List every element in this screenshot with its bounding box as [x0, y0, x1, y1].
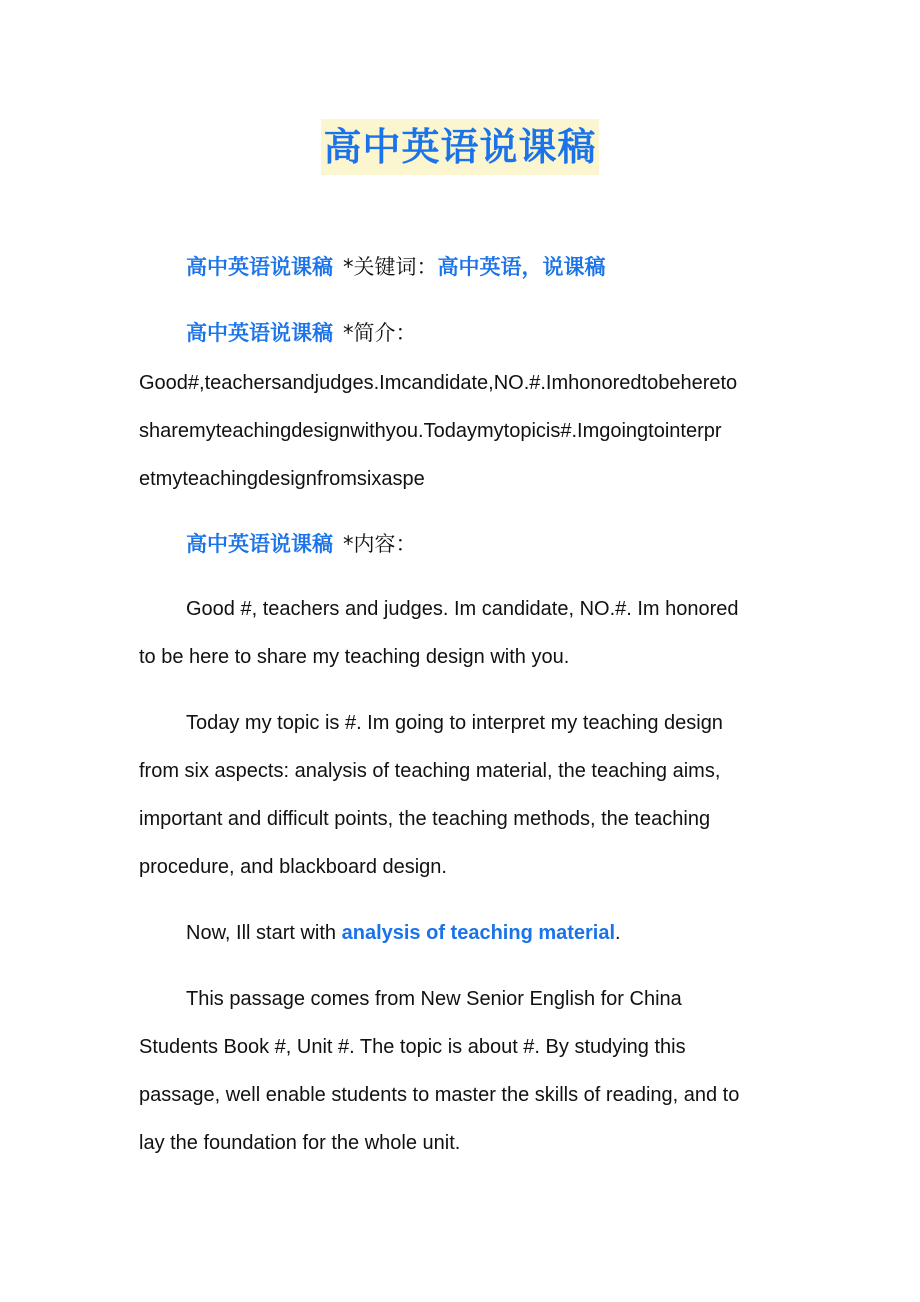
paragraph-line: procedure, and blackboard design. — [139, 856, 447, 878]
paragraph-line: Students Book #, Unit #. The topic is about #. By studying this — [139, 1036, 686, 1058]
paragraph-line: Today my topic is #. Im going to interpret my teaching design — [186, 712, 723, 734]
paragraph-line: to be here to share my teaching design with you. — [139, 646, 570, 668]
paragraph-line: important and difficult points, the teaching methods, the teaching — [139, 808, 711, 830]
content-label: *内容： — [343, 532, 417, 556]
paragraph-line: from six aspects: analysis of teaching material, the teaching aims, — [139, 760, 721, 782]
content-key: 高中英语说课稿 — [186, 532, 333, 556]
start-prefix: Now, Ill start with — [186, 922, 342, 944]
start-suffix: . — [615, 922, 621, 944]
paragraph-topic — [139, 699, 789, 891]
intro-label: *简介： — [343, 321, 417, 345]
paragraph-line: Good #, teachers and judges. Im candidate, NO.#. Im honored — [186, 598, 739, 620]
paragraph-start — [139, 909, 789, 957]
paragraph-line: lay the foundation for the whole unit. — [139, 1132, 461, 1154]
content-row — [186, 529, 417, 559]
intro-line: Good#,teachersandjudges.Imcandidate,NO.#.Imhonoredtobehereto — [139, 372, 738, 394]
keywords-value: 高中英语，说课稿 — [437, 255, 606, 279]
paragraph-greeting — [139, 585, 789, 681]
document-title: 高中英语说课稿 — [321, 119, 598, 175]
keywords-row — [186, 252, 606, 282]
title-container — [0, 119, 920, 175]
paragraph-line: passage, well enable students to master the skills of reading, and to — [139, 1084, 740, 1106]
keywords-key: 高中英语说课稿 — [186, 255, 333, 279]
intro-key: 高中英语说课稿 — [186, 321, 333, 345]
analysis-link[interactable]: analysis of teaching material — [341, 922, 616, 944]
paragraph-line — [139, 909, 789, 957]
paragraph-passage — [139, 975, 789, 1167]
intro-text — [139, 359, 789, 503]
intro-row — [186, 318, 417, 348]
paragraph-line: This passage comes from New Senior English for China — [186, 988, 682, 1010]
keywords-label: *关键词： — [343, 255, 438, 279]
intro-line: sharemyteachingdesignwithyou.Todaymytopicis#.Imgoingtointerpr — [139, 420, 722, 442]
intro-line: etmyteachingdesignfromsixaspe — [139, 468, 425, 490]
